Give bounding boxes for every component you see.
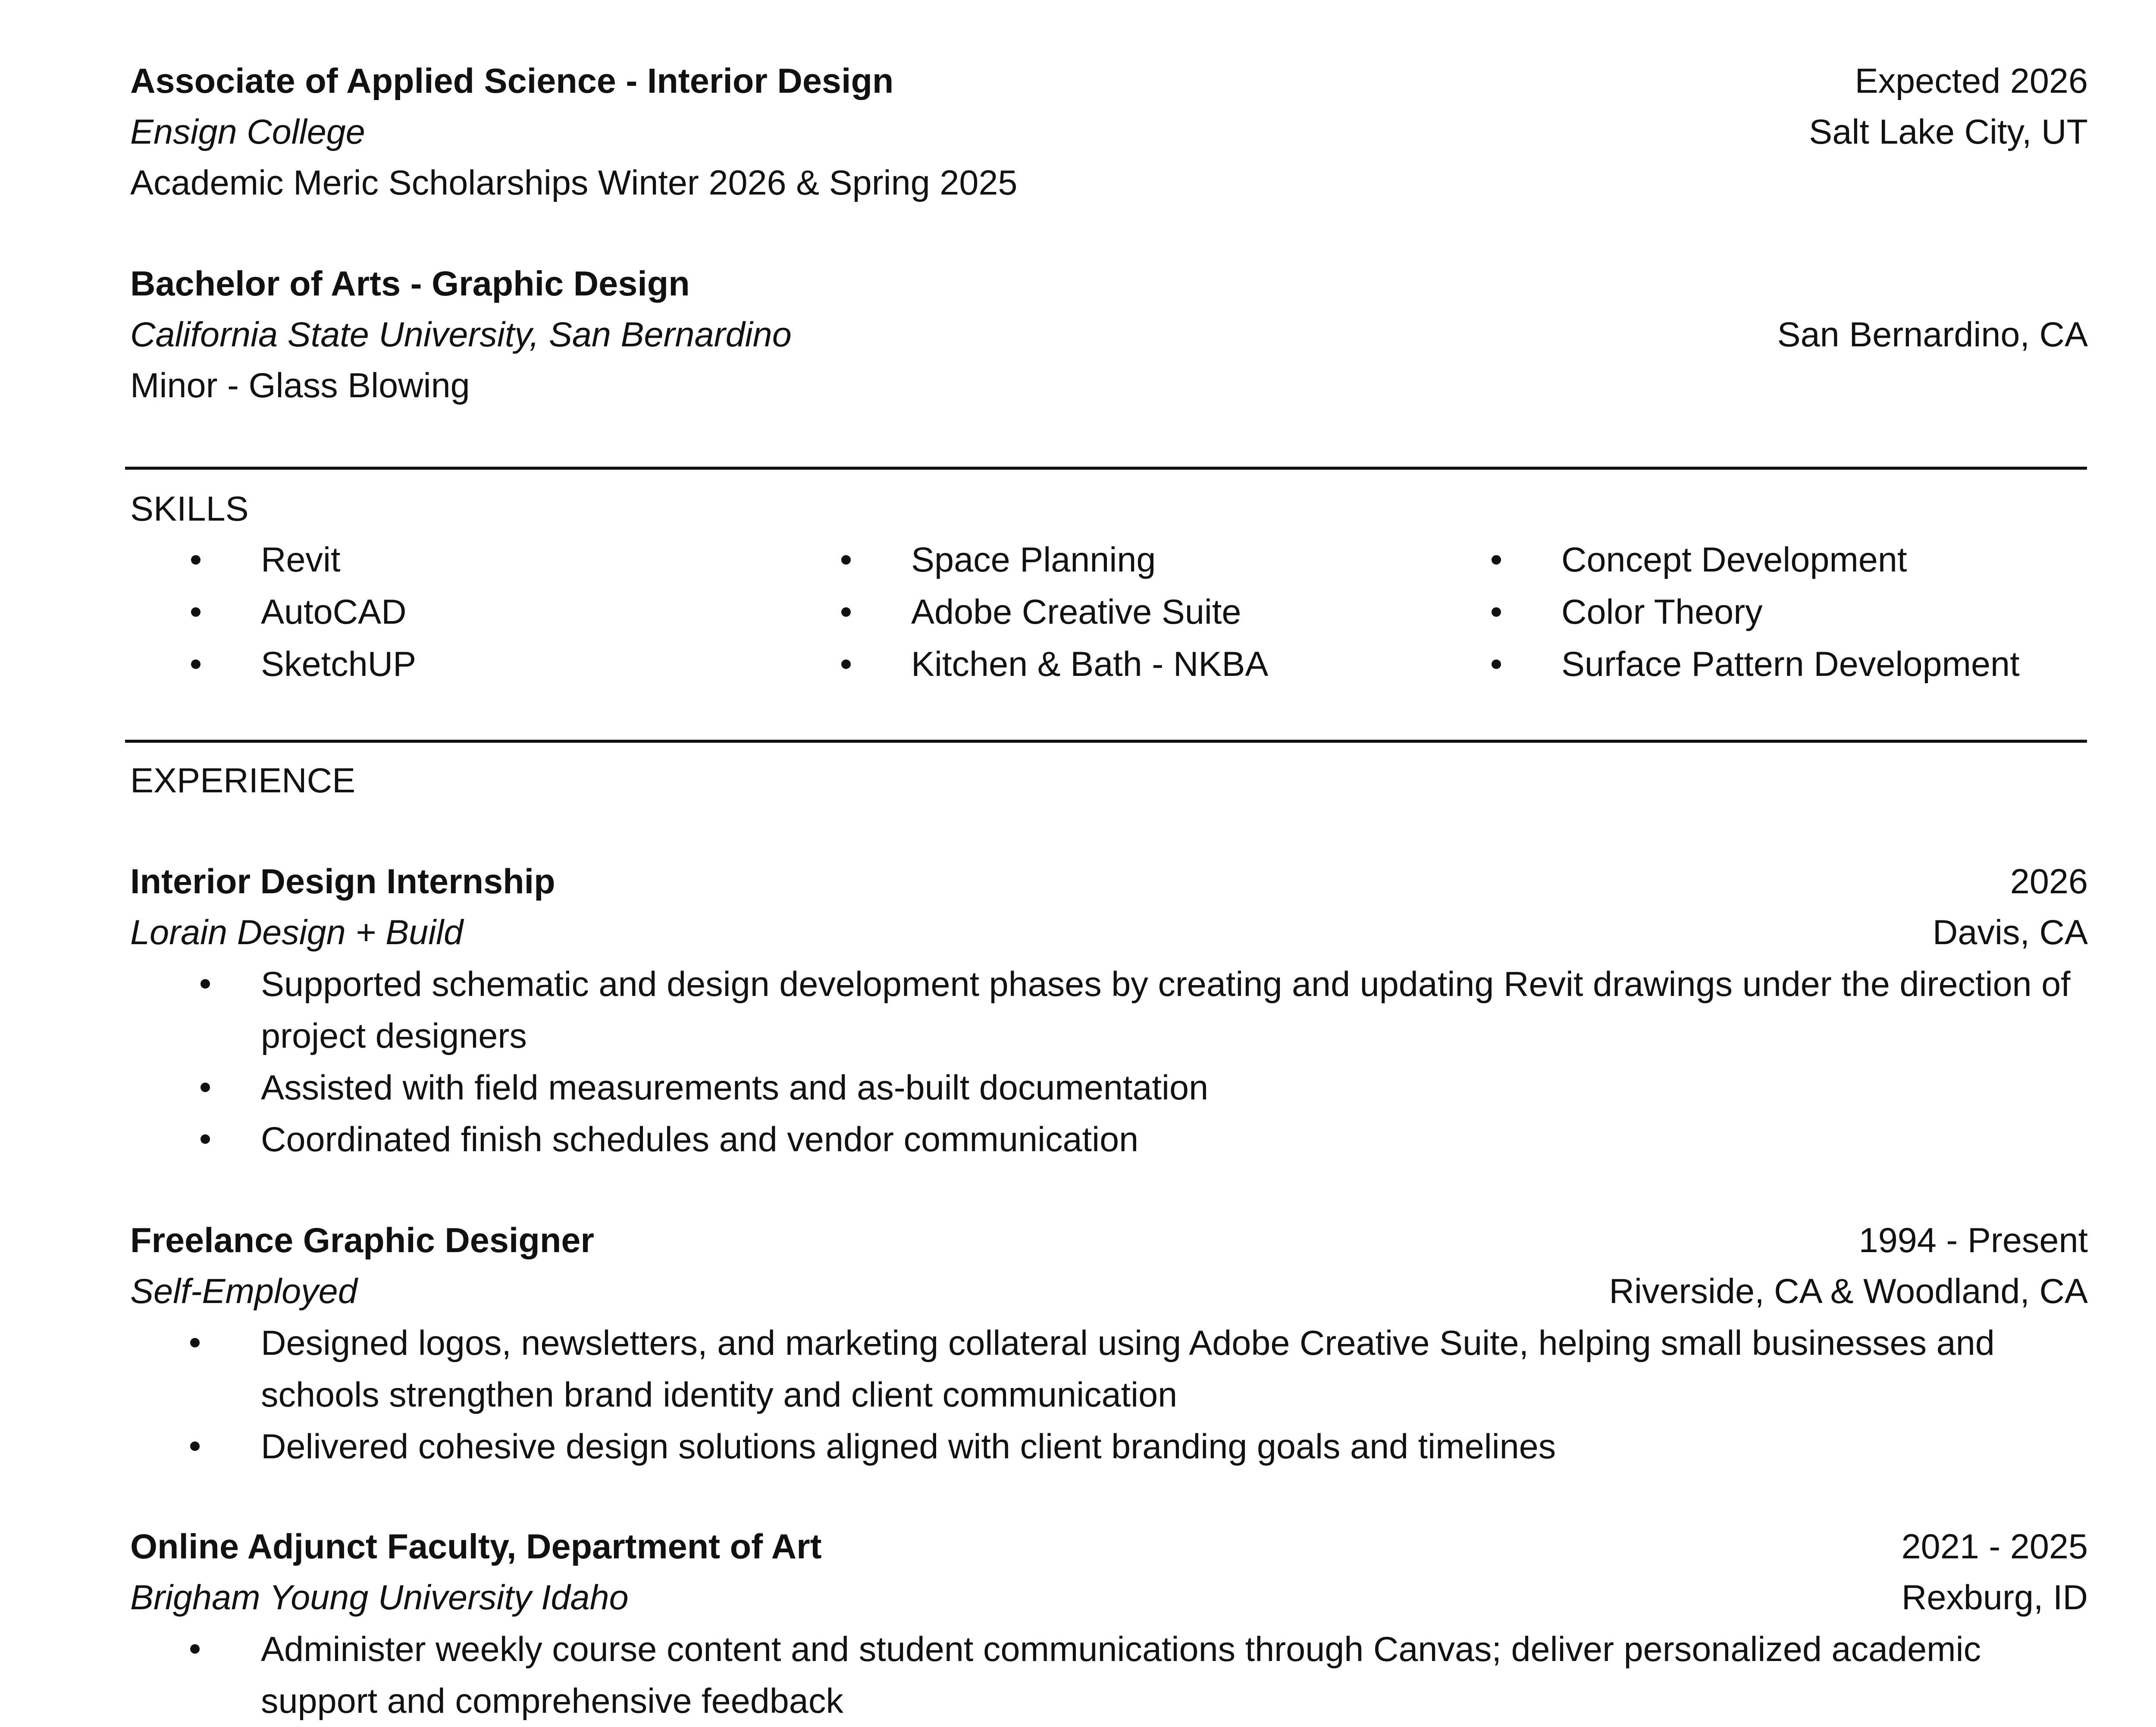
bullet-icon: [190, 1338, 200, 1347]
job-company: Self-Employed: [130, 1272, 357, 1311]
bullet-icon: [191, 659, 201, 669]
job-date: 1994 - Present: [1858, 1221, 2088, 1260]
job-bullet: Assisted with field measurements and as-built documentation: [261, 1068, 1209, 1107]
job-bullet: Designed logos, newsletters, and marketing collateral using Adobe Creative Suite, helping small businesses and schools strengthen brand identity and client communication: [261, 1324, 1995, 1414]
bullet-icon: [841, 555, 851, 565]
education-school: Ensign College: [130, 113, 365, 151]
job-date: 2021 - 2025: [1901, 1527, 2088, 1566]
education-location: Salt Lake City, UT: [1809, 113, 2088, 151]
skill-item: SketchUP: [261, 645, 417, 684]
bullet-icon: [841, 659, 851, 669]
job-title: Freelance Graphic Designer: [130, 1221, 594, 1260]
job-location: Riverside, CA & Woodland, CA: [1609, 1272, 2088, 1311]
skill-item: Kitchen & Bath - NKBA: [911, 645, 1269, 684]
bullet-icon: [201, 979, 210, 989]
skill-item: Space Planning: [911, 540, 1156, 579]
skill-item: Revit: [261, 540, 341, 579]
education-note: Minor - Glass Blowing: [130, 366, 470, 405]
bullet-icon: [190, 1644, 200, 1654]
education-note: Academic Meric Scholarships Winter 2026 & Spring 2025: [130, 163, 1018, 202]
job-title: Online Adjunct Faculty, Department of Art: [130, 1527, 822, 1566]
bullet-icon: [191, 607, 201, 617]
job-date: 2026: [2010, 862, 2088, 901]
skill-item: Adobe Creative Suite: [911, 593, 1241, 631]
job-company: Brigham Young University Idaho: [130, 1578, 629, 1617]
bullet-icon: [1492, 555, 1501, 565]
bullet-icon: [201, 1083, 210, 1092]
job-location: Rexburg, ID: [1901, 1578, 2088, 1617]
job-title: Interior Design Internship: [130, 862, 555, 901]
education-degree: Associate of Applied Science - Interior Design: [130, 62, 894, 100]
skill-item: AutoCAD: [261, 593, 407, 631]
skill-item: Surface Pattern Development: [1561, 645, 2020, 684]
section-divider: [125, 740, 2087, 743]
bullet-icon: [1492, 659, 1501, 669]
bullet-icon: [1492, 607, 1501, 617]
education-location: San Bernardino, CA: [1777, 315, 2088, 354]
bullet-icon: [841, 607, 851, 617]
job-company: Lorain Design + Build: [130, 913, 464, 952]
section-divider: [125, 467, 2087, 470]
job-bullet: Supported schematic and design development phases by creating and updating Revit drawings under the direction of project designers: [261, 965, 2071, 1055]
education-school: California State University, San Bernardino: [130, 315, 792, 354]
job-bullet: Coordinated finish schedules and vendor communication: [261, 1120, 1139, 1159]
job-location: Davis, CA: [1932, 913, 2088, 952]
bullet-icon: [201, 1134, 210, 1144]
education-date: Expected 2026: [1855, 62, 2088, 100]
experience-heading: EXPERIENCE: [130, 761, 356, 800]
job-bullet: Delivered cohesive design solutions aligned with client branding goals and timelines: [261, 1427, 1556, 1466]
skill-item: Concept Development: [1561, 540, 1907, 579]
job-bullet: Administer weekly course content and student communications through Canvas; deliver personalized academic support and comprehensive feedback: [261, 1630, 1981, 1721]
bullet-icon: [191, 555, 201, 565]
skill-item: Color Theory: [1561, 593, 1763, 631]
education-degree: Bachelor of Arts - Graphic Design: [130, 264, 690, 303]
skills-heading: SKILLS: [130, 490, 249, 528]
bullet-icon: [190, 1441, 200, 1451]
